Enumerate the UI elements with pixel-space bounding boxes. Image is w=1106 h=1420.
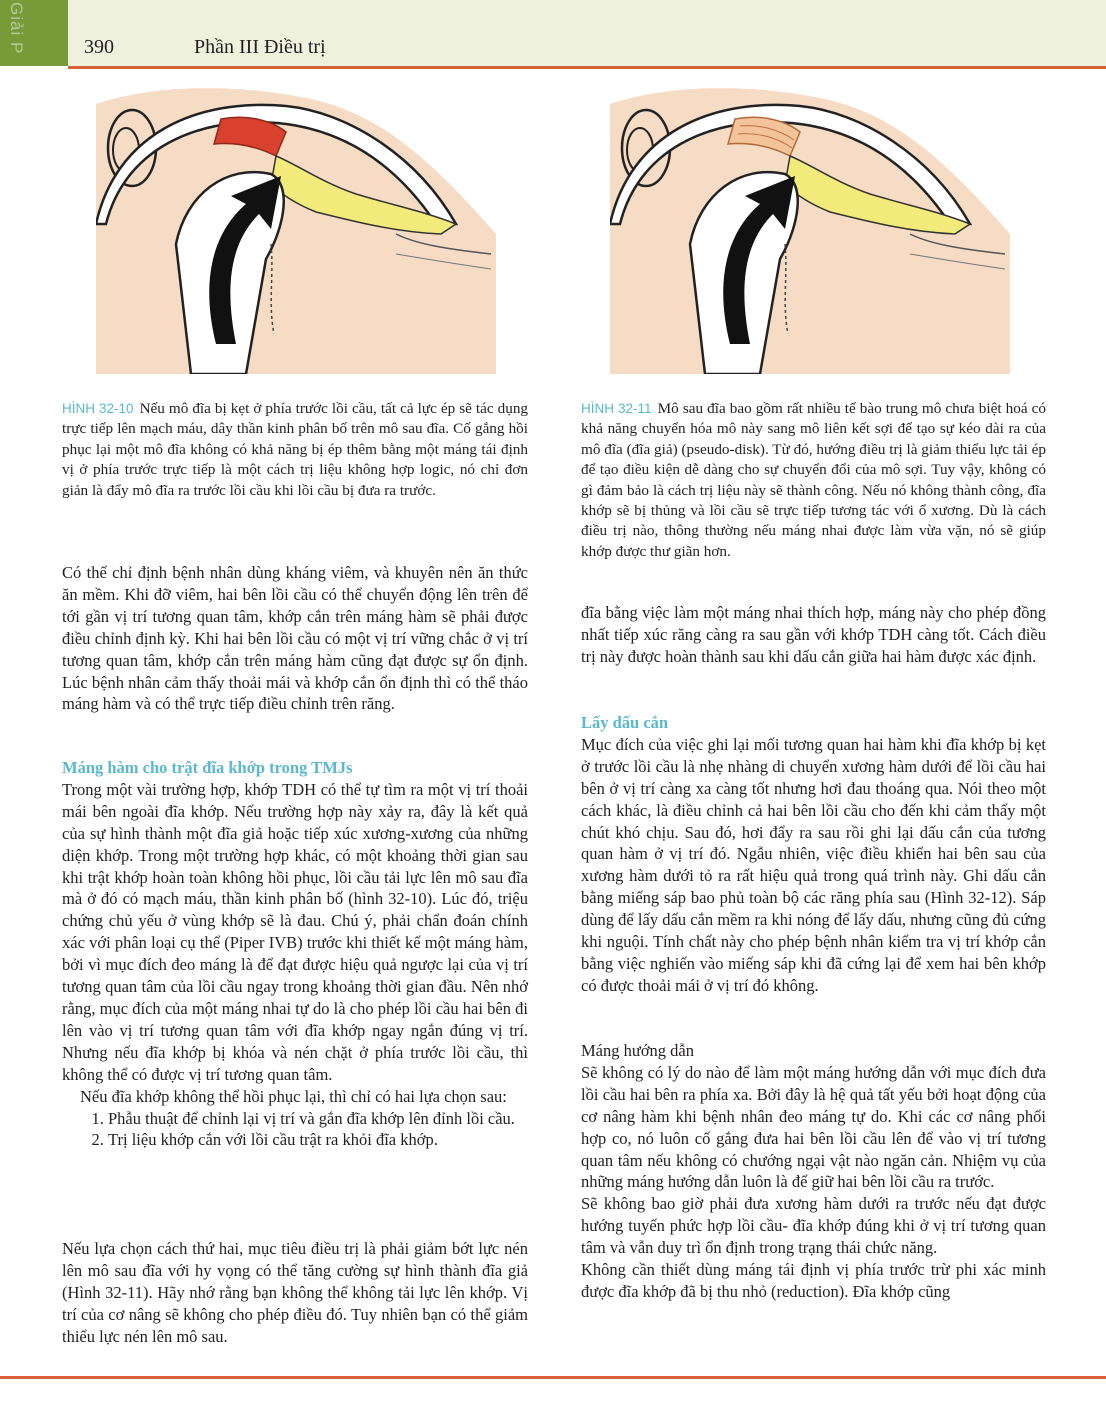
treatment-options-list bbox=[62, 1108, 528, 1152]
right-column-block-2 bbox=[581, 712, 1046, 997]
left-column-block-1 bbox=[62, 562, 528, 715]
right-section-heading: Lấy dấu cắn bbox=[581, 713, 669, 732]
left-column-block-2 bbox=[62, 757, 528, 1151]
list-item: 1. Phẫu thuật để chỉnh lại vị trí và gắn đĩa khớp lên đỉnh lồi cầu. bbox=[108, 1108, 528, 1130]
figure-32-11-text: Mô sau đĩa bao gồm rất nhiều tế bào trung mô chưa biệt hoá có khả năng chuyển hóa mô này sang mô liên kết sợi để tạo sự kéo dài ra của mô đĩa (đĩa giả) (pseudo-disk). Từ đó, hướng điều trị là giảm thiểu lực tải ép để tạo điều kiện dễ dàng cho sự chuyển đổi của mô sợi. Tuy vậy, không có gì đảm bảo là cách trị liệu này sẽ thành công. Nếu nó không thành công, đĩa khớp sẽ bị thủng và lồi cầu sẽ trực tiếp tương tác với ổ xương. Dù là cách điều trị nào, thông thường nếu máng nhai được làm vừa vặn, nó sẽ giúp khớp được thư giãn hơn. bbox=[581, 400, 1046, 560]
figure-32-11-label: HÌNH 32-11 bbox=[581, 401, 652, 416]
left-column-block-3 bbox=[62, 1238, 528, 1348]
left-paragraph-3: Nếu đĩa khớp không thể hồi phục lại, thì chỉ có hai lựa chọn sau: bbox=[80, 1086, 507, 1106]
section-tab bbox=[0, 0, 68, 66]
right-subheading: Máng hướng dẫn bbox=[581, 1041, 694, 1060]
figure-32-10-label: HÌNH 32-10 bbox=[62, 401, 134, 416]
right-paragraph-2: Mục đích của việc ghi lại mối tương quan hai hàm khi đĩa khớp bị kẹt ở trước lồi cầu là nhẹ nhàng di chuyển xương hàm dưới để lồi cầu hai bên ở vị trí càng xa càng tốt nhưng hơi đau thoáng qua. Nói theo một cách khác, là điều chỉnh cả hai bên lồi cầu cho đến khi cảm thấy một chút khó chịu. Sau đó, hơi đẩy ra sau rồi ghi lại dấu cắn của tương quan hàm ở vị trí đó. Ngẫu nhiên, việc điều khiển hai bên sau của xương hàm dưới tỏ ra rất hiệu quả trong quá trình này. Ghi dấu cắn bằng miếng sáp bao phủ toàn bộ các răng phía sau (Hình 32-12). Sáp dùng để lấy dấu cắn mềm ra khi nóng để lấy dấu, nhưng cũng đủ cứng khi nguội. Tính chất này cho phép bệnh nhân kiểm tra vị trí khớp cắn bằng việc nghiến vào miếng sáp khi đã cứng lại để xem hai bên khớp có được thoải mái ở vị trí đó không. bbox=[581, 734, 1046, 995]
right-column-block-1 bbox=[581, 602, 1046, 668]
header-rule bbox=[68, 66, 1106, 69]
right-paragraph-5: Không cần thiết dùng máng tái định vị phía trước trừ phi xác minh được đĩa khớp đã bị thu nhỏ (reduction). Đĩa khớp cũng bbox=[581, 1260, 1046, 1301]
figure-32-11-illustration bbox=[610, 84, 1010, 374]
left-paragraph-2: Trong một vài trường hợp, khớp TDH có thể tự tìm ra một vị trí thoải mái bên ngoài đĩa khớp. Nếu trường hợp này xảy ra, đây là kết quả của sự hình thành một đĩa giả hoặc tiếp xúc xương-xương của những diện khớp. Trong một trường hợp khác, có một khoảng thời gian sau khi trật khớp hoàn toàn không hồi phục, lồi cầu tải lực lên mô sau đĩa mà ở đó có mạch máu, thần kinh phân bố (hình 32-10). Lúc đó, triệu chứng chủ yếu ở vùng khớp sẽ là đau. Chú ý, phải chẩn đoán chính xác với phân loại cụ thể (Piper IVB) trước khi thiết kế một máng hàm, bởi vì mục đích đeo máng là để đạt được hiệu quả ngược lại của vị trí tương quan tâm của lồi cầu ngay trong khoảng thời gian đầu. Nên nhớ rằng, mục đích của một máng nhai tự do là cho phép lồi cầu hai bên đi lên vào vị trí tương quan tâm với đĩa khớp ngay ngắn đúng vị trí. Nhưng nếu đĩa khớp bị khóa và nén chặt ở phía trước lồi cầu, thì không thể có được vị trí tương quan tâm. bbox=[62, 779, 528, 1084]
footer-rule bbox=[0, 1376, 1106, 1379]
right-paragraph-4: Sẽ không bao giờ phải đưa xương hàm dưới ra trước nếu đạt được hướng tuyến phức hợp lồi cầu- đĩa khớp đúng khi ở vị trí tương quan tâm và vẫn duy trì ổn định trong trạng thái chức năng. bbox=[581, 1194, 1046, 1258]
right-paragraph-3: Sẽ không có lý do nào để làm một máng hướng dẫn với mục đích đưa lồi cầu hai bên ra phía xa. Bởi đây là hệ quả tất yếu bởi hoạt động của cơ nâng hàm khi bệnh nhân đeo máng tự do. Khi các cơ nâng phối hợp co, nó luôn cố gắng đưa hai bên lồi cầu lên để vào vị trí tương quan tâm nếu không có chướng ngại vật nào ngăn cản. Nhiệm vụ của những máng hướng dẫn luôn là để giữ hai bên lồi cầu ra trước. bbox=[581, 1062, 1046, 1192]
left-section-heading: Máng hàm cho trật đĩa khớp trong TMJs bbox=[62, 758, 353, 777]
running-head: Phần III Điều trị bbox=[194, 36, 326, 58]
section-tab-text: Giải P bbox=[7, 2, 26, 55]
page-number: 390 bbox=[84, 36, 114, 58]
left-paragraph-4: Nếu lựa chọn cách thứ hai, mục tiêu điều trị là phải giảm bớt lực nén lên mô sau đĩa với hy vọng có thể tăng cường sự hình thành đĩa giả (Hình 32-11). Hãy nhớ rằng bạn không thể không tải lực lên khớp. Vị trí của cơ nâng sẽ không cho phép điều đó. Tuy nhiên bạn có thể giảm thiểu lực nén lên mô sau. bbox=[62, 1239, 528, 1346]
figure-32-10-illustration bbox=[96, 84, 496, 374]
list-item: 2. Trị liệu khớp cắn với lồi cầu trật ra khỏi đĩa khớp. bbox=[108, 1129, 528, 1151]
figure-32-11-caption bbox=[581, 399, 1046, 562]
left-paragraph-1: Có thể chỉ định bệnh nhân dùng kháng viêm, và khuyên nên ăn thức ăn mềm. Khi đỡ viêm, hai bên lồi cầu có thể chuyển động lên trên để tới gần vị trí tương quan tâm, khớp cắn trên máng hàm sẽ phải được điều chỉnh định kỳ. Khi hai bên lồi cầu có một vị trí vững chắc ở vị trí tương quan tâm, khớp cắn trên máng hàm cũng đạt được sự ổn định. Lúc bệnh nhân cảm thấy thoải mái và khớp cắn ổn định thì có thể tháo máng hàm và có thể trực tiếp điều chỉnh trên răng. bbox=[62, 563, 528, 714]
right-column-block-3 bbox=[581, 1040, 1046, 1303]
figure-32-10-text: Nếu mô đĩa bị kẹt ở phía trước lồi cầu, tất cả lực ép sẽ tác dụng trực tiếp lên mạch máu, dây thần kinh phân bố trên mô sau đĩa. Cố gắng hồi phục lại một mô đĩa không có khả năng bị ép thêm bằng một máng tái định vị ở phía trước trực tiếp là một cách trị liệu không hợp logic, nó chỉ đơn giản là đẩy mô đĩa ra trước lồi cầu khi lồi cầu bị đưa ra trước. bbox=[62, 400, 529, 499]
right-paragraph-1: đĩa bằng việc làm một máng nhai thích hợp, máng này cho phép đồng nhất tiếp xúc răng càng ra sau gần với khớp TDH càng tốt. Cách điều trị này được hoàn thành sau khi dấu cắn giữa hai hàm được xác định. bbox=[581, 603, 1046, 666]
figure-32-10-caption bbox=[62, 399, 528, 501]
